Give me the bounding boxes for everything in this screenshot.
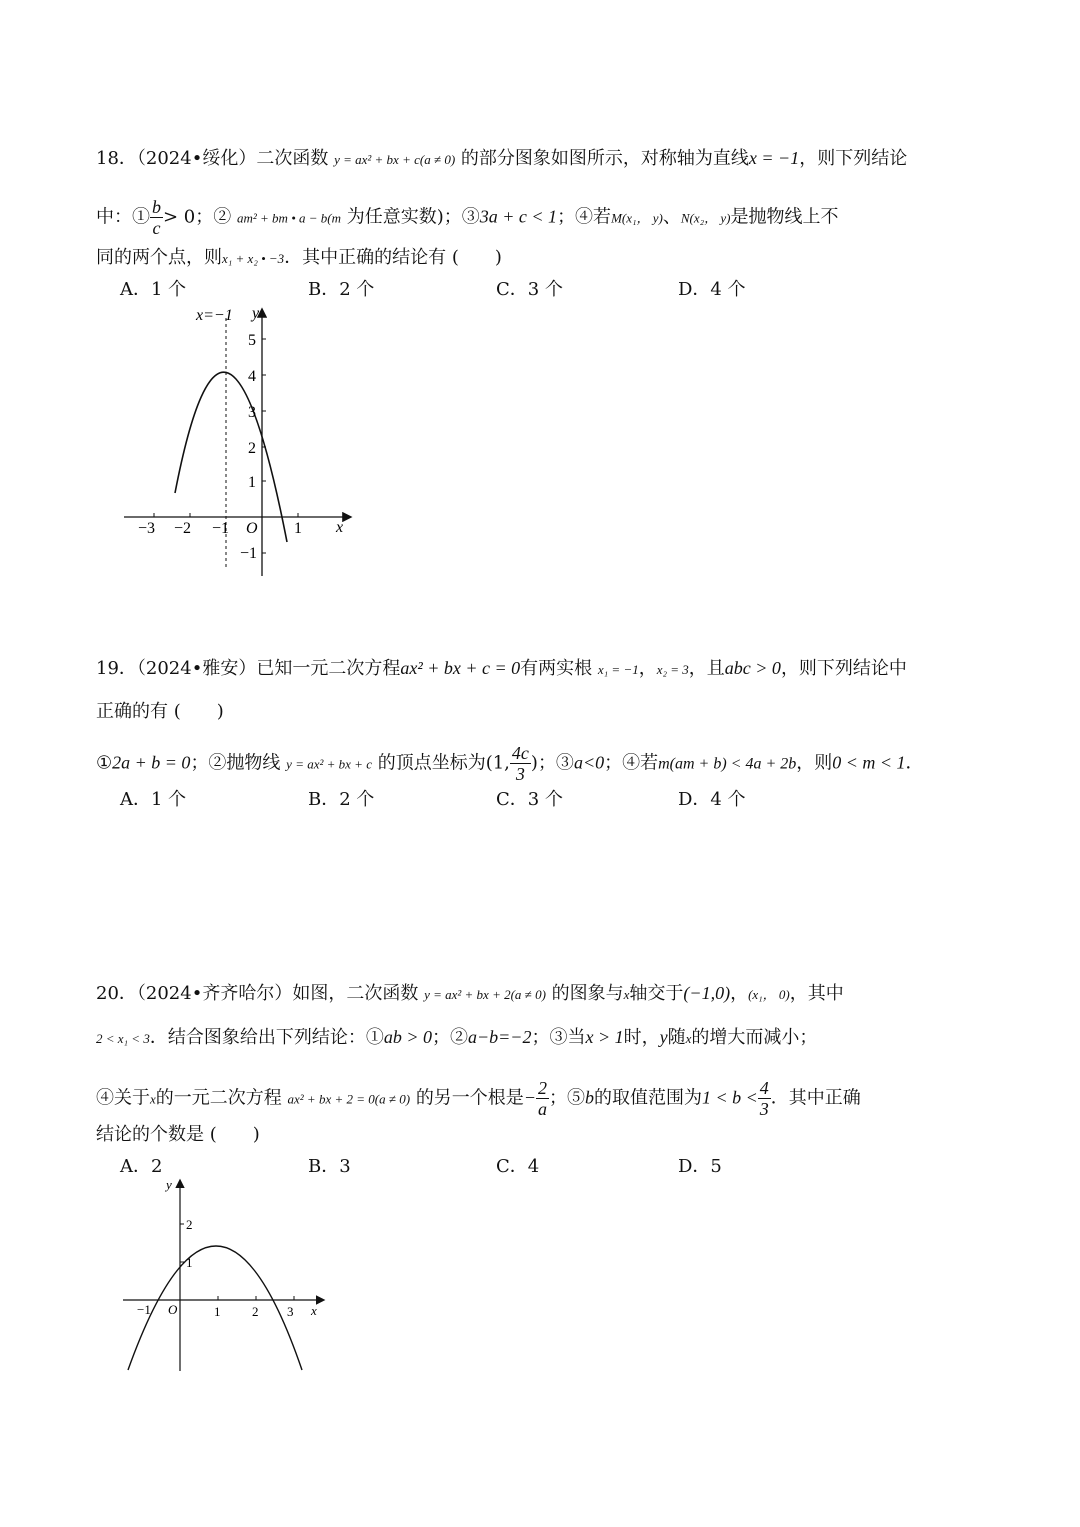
q18-option-a[interactable]: A．1 个 — [120, 279, 187, 300]
q20-text: ④关于 — [96, 1087, 150, 1109]
q19-frac-den: 3 — [515, 764, 525, 784]
q18-axis-label: x=−1 — [196, 307, 233, 324]
q18-ytick-label: 4 — [248, 368, 256, 385]
q18-line-2 — [96, 197, 839, 238]
q19-text: ． — [905, 752, 924, 774]
q18-ytick-label: 5 — [248, 332, 256, 349]
q20-text: 的一元二次方程 — [155, 1087, 282, 1109]
q20-frac-den: 3 — [759, 1099, 769, 1119]
q20-line-3 — [96, 1078, 861, 1119]
q19-text: 的顶点坐标为 — [377, 752, 486, 774]
q20-formula: a−b=−2 — [468, 1027, 532, 1047]
q20-source: （2024•齐齐哈尔） — [136, 983, 293, 1004]
q20-frac-num: 2 — [537, 1078, 547, 1098]
q20-number: 20． — [96, 983, 137, 1004]
q18-xtick-label: −3 — [138, 520, 156, 537]
q19-formula: x₁ = −1 — [597, 662, 639, 677]
q20-text: 结论的个数是 ( ) — [96, 1124, 260, 1145]
q19-line-3 — [96, 743, 924, 784]
q18-xtick-label: −1 — [212, 520, 230, 537]
q19-text: 有两实根 — [520, 658, 593, 679]
q18-formula: 3a + c < 1 — [479, 206, 558, 227]
q20-line-2 — [96, 1024, 817, 1052]
q20-y-label: y — [166, 1177, 172, 1192]
q18-text: > 0；② — [163, 206, 232, 228]
q18-text: 的部分图象如图所示，对称轴为直线 — [460, 148, 749, 169]
q19-formula: x₂ = 3 — [656, 662, 689, 677]
q20-text: ， — [730, 983, 749, 1004]
q20-frac-num: 4 — [759, 1078, 769, 1098]
q19-text: ；③ — [537, 752, 574, 774]
q19-text: ， — [638, 658, 657, 679]
q20-var: x — [150, 1091, 156, 1107]
q20-option-a[interactable]: A．2 — [120, 1156, 163, 1177]
q20-text: 的增大而减小； — [691, 1027, 818, 1048]
q20-formula: x > 1 — [585, 1027, 624, 1047]
q20-var: y — [659, 1027, 668, 1047]
q18-formula: M(x₁， y) — [611, 210, 663, 226]
q20-xtick-label: 1 — [214, 1304, 221, 1319]
q18-fraction — [150, 197, 163, 238]
q19-text: ，则下列结论中 — [780, 658, 907, 679]
q19-text: 已知一元二次方程 — [256, 658, 401, 679]
q18-number: 18． — [96, 148, 137, 169]
q19-source: （2024•雅安） — [136, 658, 257, 679]
q20-formula: y = ax² + bx + 2(a ≠ 0) — [424, 987, 546, 1002]
q20-text: 随 — [667, 1027, 686, 1048]
q18-y-label: y — [252, 305, 260, 322]
q18-line-3 — [96, 245, 502, 272]
q20-xtick-label: 2 — [252, 1304, 259, 1319]
q20-var: b — [584, 1087, 594, 1108]
q19-formula: 0 < m < 1 — [832, 752, 906, 773]
q20-frac-den: a — [537, 1099, 547, 1119]
q18-x-label: x — [336, 519, 344, 536]
q20-fraction — [536, 1078, 549, 1119]
q20-point: (x₁， 0) — [748, 987, 790, 1002]
q20-var: x — [685, 1031, 692, 1046]
q20-line-4 — [96, 1122, 260, 1148]
q19-text: 正确的有 ( ) — [96, 701, 224, 722]
q19-formula: 2a + b = 0 — [112, 752, 191, 773]
q18-text: 同的两个点，则 — [96, 247, 222, 268]
q20-formula: 1 < b < — [701, 1087, 758, 1108]
q18-text: ，则下列结论 — [799, 148, 908, 169]
q18-frac-num: b — [152, 197, 161, 217]
q20-option-c[interactable]: C．4 — [496, 1156, 540, 1177]
q18-text: ；④若 — [557, 206, 612, 228]
q20-fraction-2 — [758, 1078, 771, 1119]
q18-ytick-label: 3 — [248, 404, 256, 421]
q19-paren: ) — [530, 752, 538, 774]
q20-text: 时， — [623, 1027, 660, 1048]
q18-option-c[interactable]: C．3 个 — [496, 279, 563, 300]
q20-parabola-graph — [115, 1175, 330, 1375]
q19-option-c[interactable]: C．3 个 — [496, 789, 563, 810]
q19-text: ；②抛物线 — [190, 752, 281, 774]
q19-formula: m(am + b) < 4a + 2b — [658, 755, 797, 773]
q18-parabola-graph — [110, 300, 370, 585]
q19-number: 19． — [96, 658, 137, 679]
q18-option-d[interactable]: D．4 个 — [678, 279, 746, 300]
q18-xtick-label: −2 — [174, 520, 192, 537]
q19-line-2 — [96, 699, 224, 725]
q18-xtick-label: 1 — [294, 520, 302, 537]
q18-text: 为任意实数)；③ — [346, 206, 480, 228]
q18-formula: am² + bm • a − b(m — [237, 210, 341, 226]
q20-ytick-label: 2 — [186, 1217, 193, 1232]
q20-formula: ab > 0 — [383, 1027, 432, 1047]
q20-option-b[interactable]: B．3 — [308, 1156, 351, 1177]
q18-ytick-label: −1 — [240, 545, 258, 562]
q19-line-1 — [96, 655, 907, 683]
q18-text: ．其中正确的结论有 ( ) — [284, 247, 502, 268]
q19-text: ① — [96, 752, 113, 774]
q18-formula: N(x₂， y) — [680, 210, 731, 226]
q20-origin: O — [168, 1302, 178, 1317]
q19-formula: ax² + bx + c = 0 — [400, 658, 521, 678]
q19-frac-num: 4c — [511, 743, 529, 763]
q19-formula: y = ax² + bx + c — [286, 756, 372, 772]
q20-xtick-label: −1 — [137, 1302, 151, 1317]
q18-line-1 — [96, 145, 907, 173]
q20-option-d[interactable]: D．5 — [678, 1156, 722, 1177]
q19-fraction — [510, 743, 531, 784]
q20-formula: ax² + bx + 2 = 0(a ≠ 0) — [287, 1091, 411, 1107]
q18-text: 是抛物线上不 — [730, 206, 839, 228]
q19-formula: abc > 0 — [724, 658, 781, 678]
q20-text: 轴交于 — [629, 983, 684, 1004]
q20-text: ；② — [432, 1027, 468, 1048]
q19-text: ，则 — [796, 752, 833, 774]
q18-text: 二次函数 — [256, 148, 329, 169]
q18-ytick-label: 2 — [248, 440, 256, 457]
q20-text: ；③当 — [531, 1027, 586, 1048]
q19-paren: (1, — [485, 752, 510, 774]
q20-formula: 2 < x₁ < 3 — [96, 1031, 150, 1046]
q20-minus: − — [523, 1087, 536, 1108]
q18-origin: O — [246, 520, 258, 537]
q18-text: 中：① — [96, 206, 150, 228]
q20-text: 的图象与 — [551, 983, 624, 1004]
q19-formula: a<0 — [573, 752, 605, 773]
q20-text: 如图，二次函数 — [292, 983, 419, 1004]
q18-axis-formula: x = −1 — [748, 148, 800, 168]
q20-x-label: x — [311, 1303, 317, 1318]
q20-point: (−1,0) — [683, 983, 731, 1003]
q20-text: 的另一个根是 — [415, 1087, 524, 1109]
q20-line-1 — [96, 980, 844, 1008]
q18-ytick-label: 1 — [248, 474, 256, 491]
q18-formula: y = ax² + bx + c(a ≠ 0) — [334, 152, 456, 167]
q18-formula: x₁ + x₂ • −3 — [222, 251, 285, 266]
q20-xtick-label: 3 — [287, 1304, 294, 1319]
q20-var: x — [623, 987, 630, 1002]
q19-text: ，且 — [688, 658, 725, 679]
q18-text: 、 — [662, 206, 681, 228]
q20-text: 的取值范围为 — [593, 1087, 702, 1109]
q20-text: ；⑤ — [548, 1087, 585, 1109]
q19-option-a[interactable]: A．1 个 — [120, 789, 187, 810]
q20-text: ，其中 — [789, 983, 844, 1004]
q20-text: ．结合图象给出下列结论：① — [149, 1027, 384, 1048]
q19-option-d[interactable]: D．4 个 — [678, 789, 746, 810]
q18-frac-den: c — [152, 218, 161, 238]
q19-text: ；④若 — [604, 752, 659, 774]
q20-ytick-label: 1 — [186, 1255, 193, 1270]
q20-text: ．其中正确 — [770, 1087, 861, 1109]
q18-source: （2024•绥化） — [136, 148, 257, 169]
q19-option-b[interactable]: B．2 个 — [308, 789, 375, 810]
q18-option-b[interactable]: B．2 个 — [308, 279, 375, 300]
